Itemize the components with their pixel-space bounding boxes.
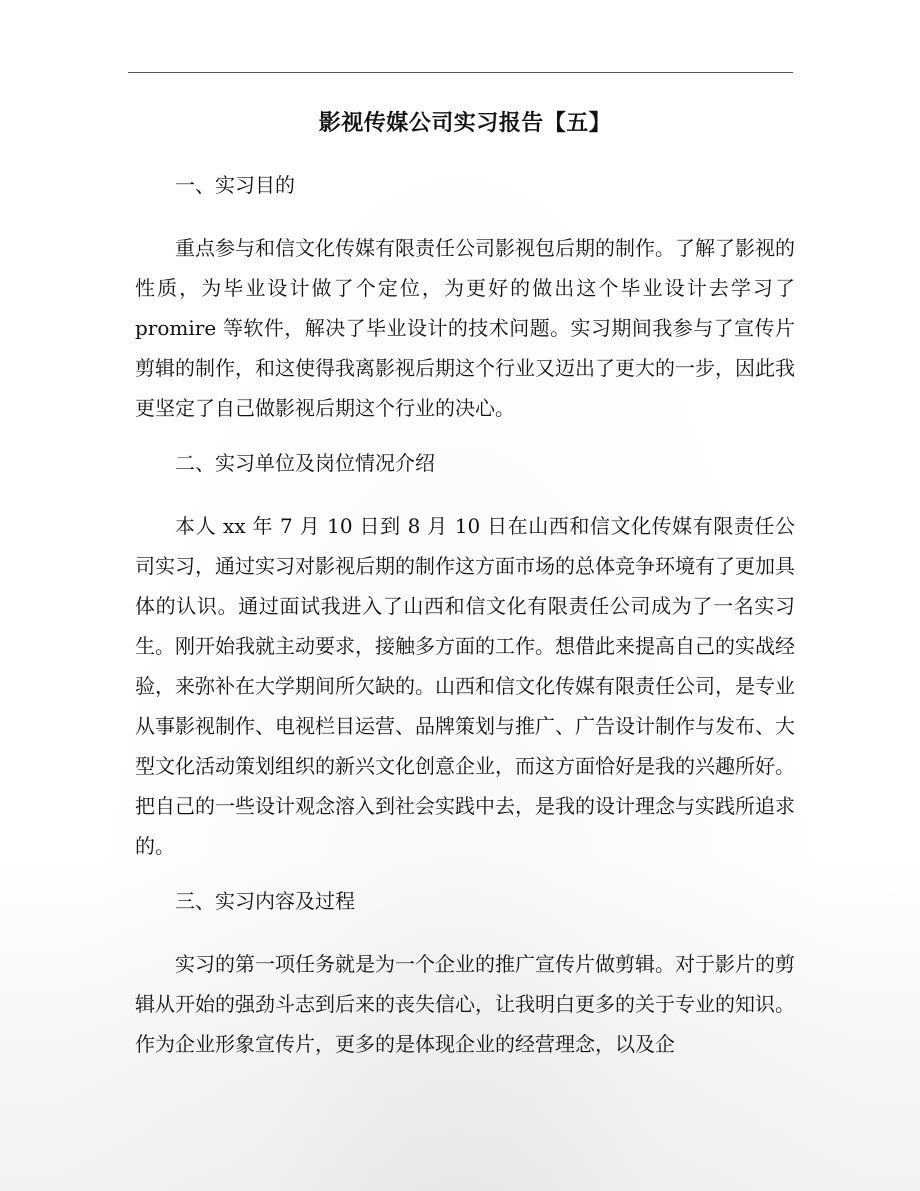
section-paragraph-process: 实习的第一项任务就是为一个企业的推广宣传片做剪辑。对于影片的剪辑从开始的强劲斗志到后来的丧失信心，让我明白更多的关于专业的知识。作为企业形象宣传片，更多的是体现企业的经营理念，以及企 <box>135 952 795 1056</box>
section-paragraph-company: 本人 xx 年 7 月 10 日到 8 月 10 日在山西和信文化传媒有限责任公司实习，通过实习对影视后期的制作这方面市场的总体竞争环境有了更加具体的认识。通过面试我进入了山西和信文化有限责任公司成为了一名实习生。刚开始我就主动要求，接触多方面的工作。想借此来提高自己的实战经验，来弥补在大学期间所欠缺的。山西和信文化传媒有限责任公司，是专业从事影视制作、电视栏目运营、品牌策划与推广、广告设计制作与发布、大型文化活动策划组织的新兴文化创意企业，而这方面恰好是我的兴趣所好。把自己的一些设计观念溶入到社会实践中去，是我的设计理念与实践所追求的。 <box>135 514 795 858</box>
section-heading-company: 二、实习单位及岗位情况介绍 <box>175 451 435 475</box>
section-paragraph-purpose: 重点参与和信文化传媒有限责任公司影视包后期的制作。了解了影视的性质，为毕业设计做了个定位，为更好的做出这个毕业设计去学习了 promire 等软件，解决了毕业设计的技术问题。实习期间我参与了宣传片剪辑的制作，和这使得我离影视后期这个行业又迈出了更大的一步，因此我更坚定了自己做影视后期这个行业的决心。 <box>135 236 795 420</box>
document-title: 影视传媒公司实习报告【五】 <box>318 110 612 136</box>
header-rule <box>128 72 793 73</box>
document-body <box>135 108 795 1084</box>
section-heading-purpose: 一、实习目的 <box>175 173 295 197</box>
section-heading-process: 三、实习内容及过程 <box>175 889 355 913</box>
